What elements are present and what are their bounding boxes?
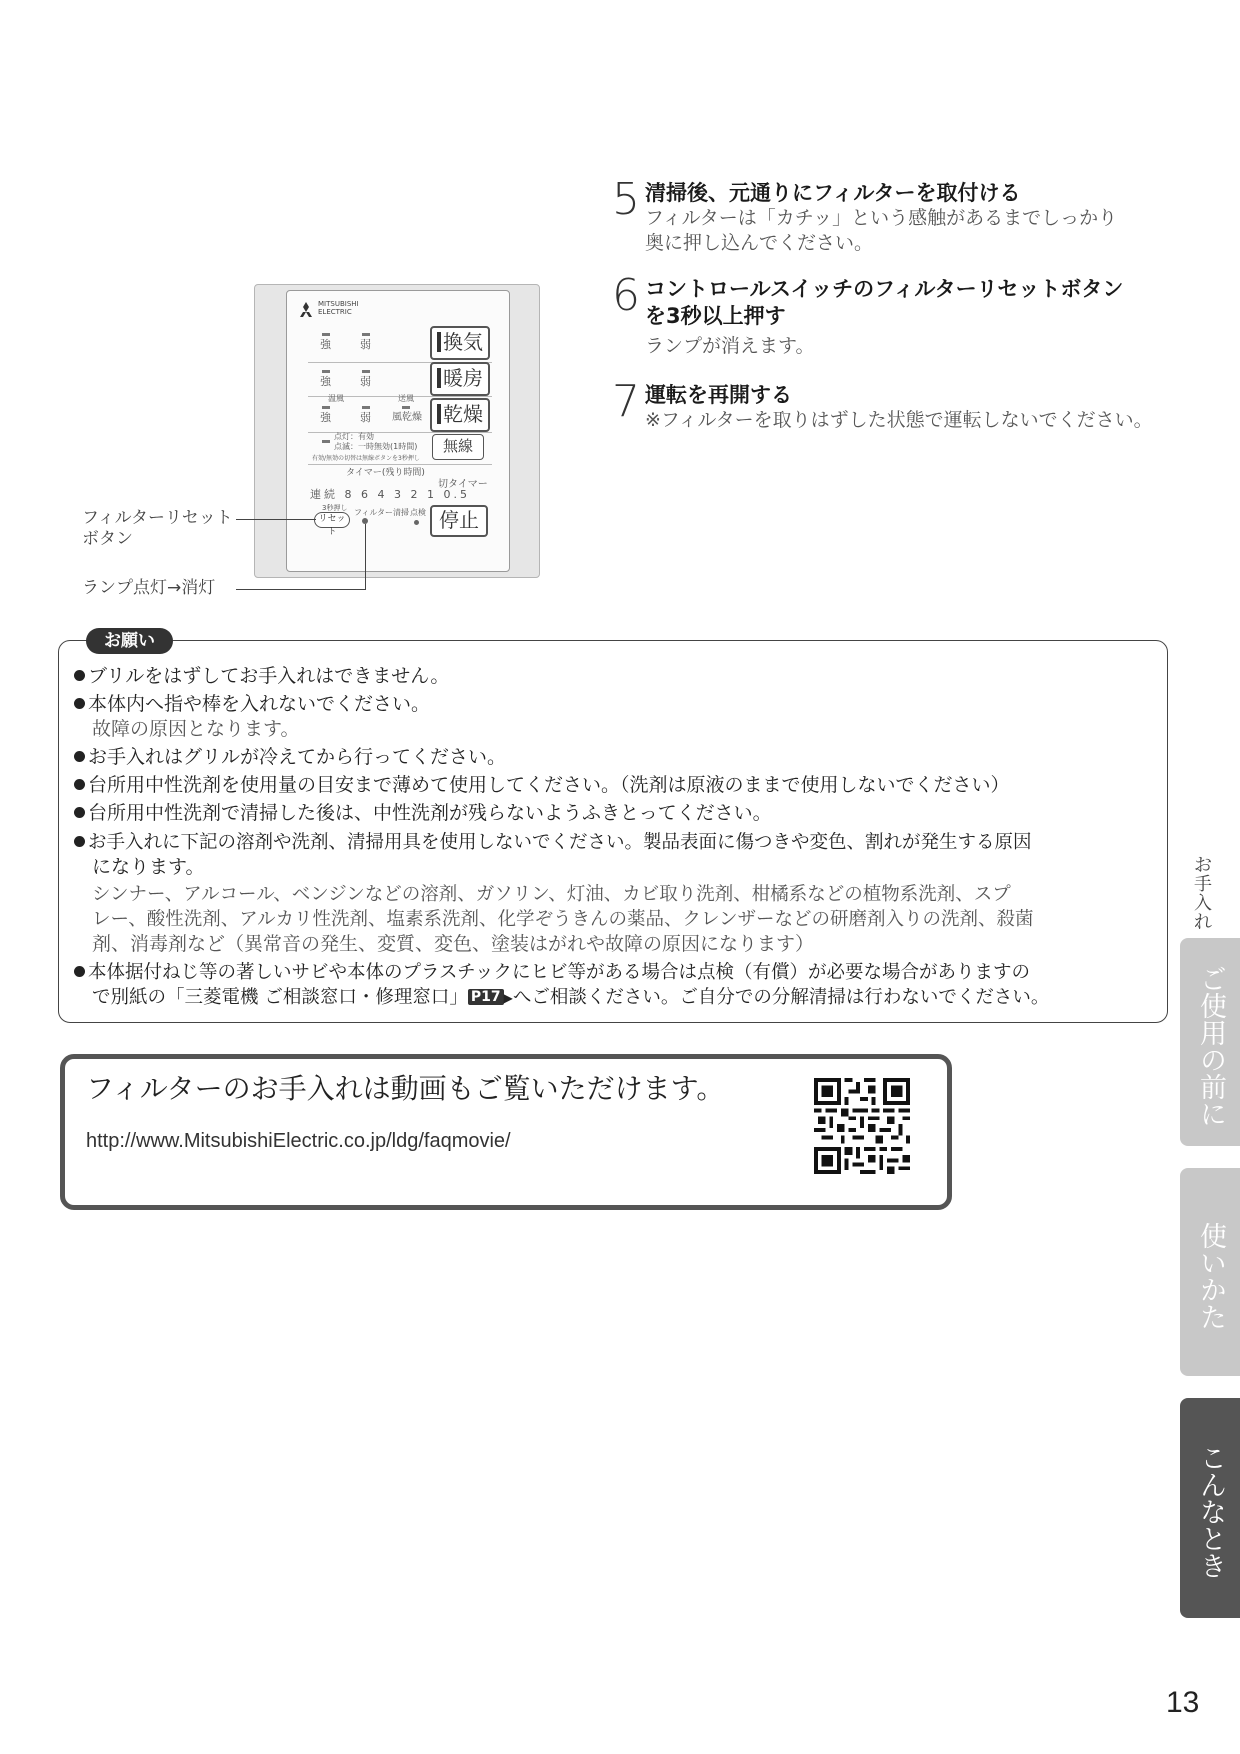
page-ref-badge[interactable]: P17 [468, 989, 504, 1005]
notice-item [74, 745, 506, 770]
danbo-label: 暖房 [443, 366, 483, 390]
notice-item [74, 960, 1030, 985]
step-body-line: ランプが消えます。 [645, 335, 815, 357]
notice-text: お手入れに下記の溶剤や洗剤、清掃用具を使用しないでください。製品表面に傷つきや変色、割れが発生する原因 [88, 832, 1032, 853]
notice-text: 台所用中性洗剤を使用量の目安まで薄めて使用してください。（洗剤は原液のままで使用しないでください） [88, 774, 1010, 796]
weak-label: 弱 [360, 338, 371, 351]
arrow-right-icon: ▶ [503, 991, 513, 1005]
sofu-label: 送風 [398, 394, 414, 403]
notice-text: で別紙の「三菱電機 ご相談窓口・修理窓口」 [92, 987, 468, 1008]
lamp-indicator [362, 406, 370, 409]
notice-text: 本体据付ねじ等の著しいサビや本体のプラスチックにヒビ等がある場合は点検（有償）が必要な場合がありますの [88, 962, 1031, 983]
notice-item [74, 801, 772, 826]
callout-line-lamp [236, 589, 366, 590]
step-body-line: ※フィルターを取りはずした状態で運転しないでください。 [645, 409, 1153, 431]
page-number: 13 [1166, 1686, 1200, 1719]
tab-label: ご使用の前に [1195, 965, 1226, 1127]
musen-button[interactable]: 無線 [432, 434, 484, 460]
step-body-line: フィルターは「カチッ」という感触があるまでしっかり [645, 207, 1118, 229]
video-url[interactable]: http://www.MitsubishiElectric.co.jp/ldg/faqmovie/ [86, 1130, 511, 1152]
tab-label: こんなとき [1195, 1443, 1226, 1579]
notice-item [74, 664, 449, 689]
press-3s-label: 3秒押し [322, 504, 348, 512]
bullet-icon [74, 751, 85, 762]
callout-line: フィルターリセット [82, 508, 233, 528]
tab-how-to-use[interactable] [1180, 1168, 1240, 1376]
notice-text-continued [92, 985, 1049, 1011]
divider [308, 464, 492, 465]
notice-item [74, 773, 1010, 798]
notice-text: へご相談ください。ご自分での分解清掃は行わないでください。 [512, 987, 1050, 1008]
lamp-note: 点灯：有効 [334, 432, 374, 441]
kanki-label: 換気 [443, 330, 483, 354]
video-title: フィルターのお手入れは動画もご覧いただけます。 [86, 1072, 725, 1105]
kanki-button[interactable] [430, 326, 490, 360]
kanso-label: 乾燥 [443, 402, 483, 426]
lamp-indicator [322, 406, 330, 409]
tab-troubleshooting[interactable] [1180, 1398, 1240, 1618]
timer-off-label: 切タイマー [438, 479, 488, 490]
lamp-note: 有効/無効の切替は無線ボタンを3秒押し [312, 455, 420, 462]
onpu-label: 温風 [328, 394, 344, 403]
bullet-icon [74, 836, 85, 847]
step-title: 運転を再開する [645, 383, 792, 407]
notice-subtext: シンナー、アルコール、ベンジンなどの溶剤、ガソリン、灯油、カビ取り洗剤、柑橘系などの植物系洗剤、スプ [92, 884, 1011, 905]
strong-label: 強 [320, 411, 331, 424]
strong-label: 強 [320, 375, 331, 388]
lamp-indicator [402, 406, 410, 409]
weak-label: 弱 [360, 375, 371, 388]
bullet-icon [74, 670, 85, 681]
step-title-line: コントロールスイッチのフィルターリセットボタン [645, 277, 1124, 301]
brand-line: ELECTRIC [318, 308, 352, 316]
callout-line-lamp-vertical [365, 524, 366, 590]
bullet-icon [74, 779, 85, 790]
step-title-line: を3秒以上押す [645, 304, 786, 328]
step-number: 7 [612, 376, 640, 427]
teishi-button[interactable]: 停止 [430, 505, 488, 537]
step-title: 清掃後、元通りにフィルターを取付ける [645, 181, 1021, 205]
notice-subtext: レー、酸性洗剤、アルカリ性洗剤、塩素系洗剤、化学ぞうきんの薬品、クレンザーなどの研磨剤入りの洗剤、殺菌 [92, 909, 1034, 930]
notice-item [74, 692, 430, 717]
strong-label: 強 [320, 338, 331, 351]
timer-values: 連続 8 6 4 3 2 1 0.5 [310, 488, 470, 501]
notice-text: 本体内へ指や棒を入れないでください。 [88, 693, 431, 715]
fukanso-label: 風乾燥 [392, 412, 422, 423]
step-body-line: 奥に押し込んでください。 [645, 232, 874, 254]
bar-icon [437, 404, 441, 424]
callout-lamp: ランプ点灯→消灯 [82, 578, 216, 598]
lamp-indicator [322, 370, 330, 373]
bar-icon [437, 368, 441, 388]
lamp-indicator [322, 440, 330, 443]
tab-label: 使いかた [1195, 1222, 1226, 1330]
bullet-icon [74, 807, 85, 818]
lamp-indicator [362, 370, 370, 373]
notice-text: 台所用中性洗剤で清掃した後は、中性洗剤が残らないようふきとってください。 [88, 802, 772, 824]
notice-text: お手入れはグリルが冷えてから行ってください。 [88, 746, 507, 768]
bar-icon [437, 332, 441, 352]
lamp-note: 点滅：一時無効(1時間) [334, 442, 418, 451]
inspect-label: 点検 [410, 508, 426, 517]
notice-text: ブリルをはずしてお手入れはできません。 [88, 665, 450, 687]
notice-subtext: 剤、消毒剤など（異常音の発生、変質、変色、塗装はがれや故障の原因になります） [92, 933, 815, 955]
brand-line: MITSUBISHI [318, 300, 359, 308]
notice-item [74, 830, 1032, 855]
brand-name [318, 300, 359, 316]
qr-code-icon [814, 1078, 910, 1174]
tab-before-use[interactable] [1180, 938, 1240, 1146]
filter-clean-label: フィルター清掃 [354, 508, 410, 517]
bullet-icon [74, 698, 85, 709]
lamp-indicator [322, 333, 330, 336]
notice-text-continued: になります。 [92, 856, 205, 878]
notice-subtext: 故障の原因となります。 [92, 718, 300, 740]
timer-label: タイマー(残り時間) [346, 468, 425, 478]
inspect-lamp [414, 520, 419, 525]
callout-line-filter-reset [236, 519, 316, 520]
notice-tag: お願い [86, 628, 173, 654]
filter-reset-button[interactable]: リセット [314, 512, 350, 528]
weak-label: 弱 [360, 411, 371, 424]
step-number: 6 [612, 270, 640, 321]
callout-filter-reset [82, 508, 233, 550]
callout-line: ボタン [82, 529, 133, 549]
danbo-button[interactable] [430, 362, 490, 396]
side-section-label: お手入れ [1194, 855, 1212, 933]
step-number: 5 [612, 174, 640, 225]
lamp-indicator [362, 333, 370, 336]
kanso-button[interactable] [430, 398, 490, 432]
bullet-icon [74, 966, 85, 977]
